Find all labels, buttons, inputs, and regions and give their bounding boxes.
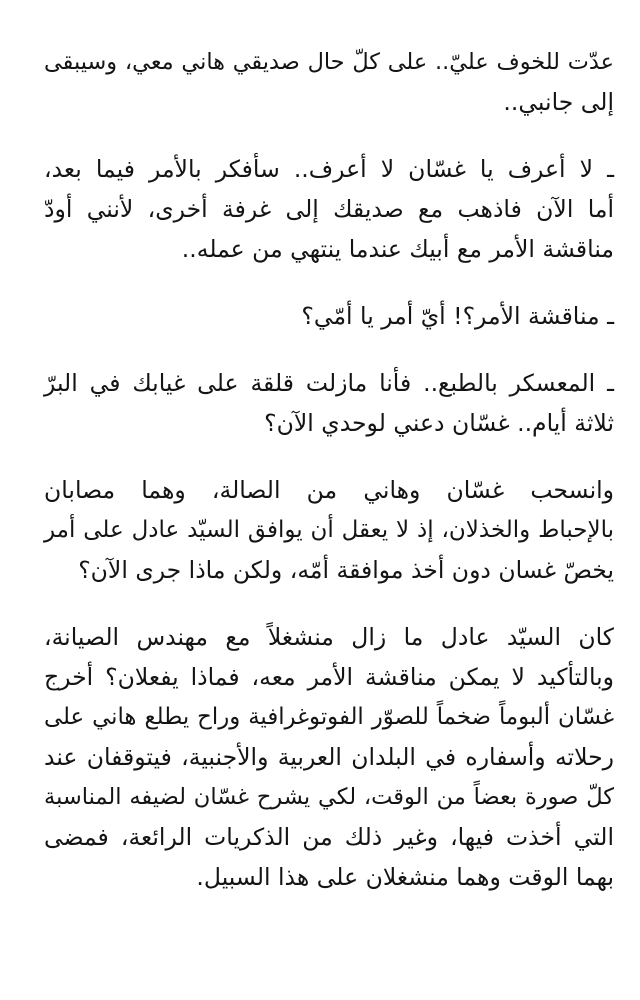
book-page: [44, 42, 614, 924]
text-line: بهما الوقت وهما منشغلان على هذا السبيل.: [196, 863, 614, 891]
text-line: ـ لا أعرف يا غسّان لا أعرف.. سأفكر بالأمر فيما بعد،: [44, 155, 614, 183]
paragraph-1: [44, 42, 614, 122]
text-line: بالإحباط والخذلان، إذ لا يعقل أن يوافق السيّد عادل على أمر: [44, 517, 614, 543]
text-line: وبالتأكيد لا يمكن مناقشة الأمر معه، فماذا يفعلان؟ أخرج: [44, 663, 614, 691]
paragraph-3: [44, 296, 614, 336]
paragraph-6: [44, 617, 614, 897]
text-line: عدّت للخوف عليّ.. على كلّ حال صديقي هاني معي، وسيبقى: [44, 49, 614, 75]
text-line: أما الآن فاذهب مع صديقك إلى غرفة أخرى، لأنني أودّ: [44, 195, 614, 223]
text-line: مناقشة الأمر مع أبيك عندما ينتهي من عمله..: [181, 235, 614, 263]
text-line: ـ مناقشة الأمر؟! أيّ أمر يا أمّي؟: [301, 302, 614, 330]
text-line: غسّان ألبوماً ضخماً للصوّر الفوتوغرافية وراح يطلع هاني على: [44, 704, 614, 730]
paragraph-5: [44, 470, 614, 590]
text-line: إلى جانبي..: [503, 88, 614, 116]
text-line: التي أخذت فيها، وغير ذلك من الذكريات الرائعة، فمضى: [44, 823, 614, 851]
text-line: كان السيّد عادل ما زال منشغلاً مع مهندس الصيانة،: [44, 623, 614, 651]
paragraph-2: [44, 149, 614, 269]
paragraph-4: [44, 363, 614, 443]
text-line: يخصّ غسان دون أخذ موافقة أمّه، ولكن ماذا جرى الآن؟: [78, 556, 614, 584]
text-line: كلّ صورة بعضاً من الوقت، لكي يشرح غسّان لضيفه المناسبة: [44, 784, 614, 810]
text-line: وانسحب غسّان وهاني من الصالة، وهما مصابان: [44, 476, 614, 504]
text-line: رحلاته وأسفاره في البلدان العربية والأجنبية، فيتوقفان عند: [44, 743, 614, 771]
text-line: ثلاثة أيام.. غسّان دعني لوحدي الآن؟: [264, 409, 614, 437]
text-line: ـ المعسكر بالطبع.. فأنا مازلت قلقة على غيابك في البرّ: [44, 369, 614, 397]
